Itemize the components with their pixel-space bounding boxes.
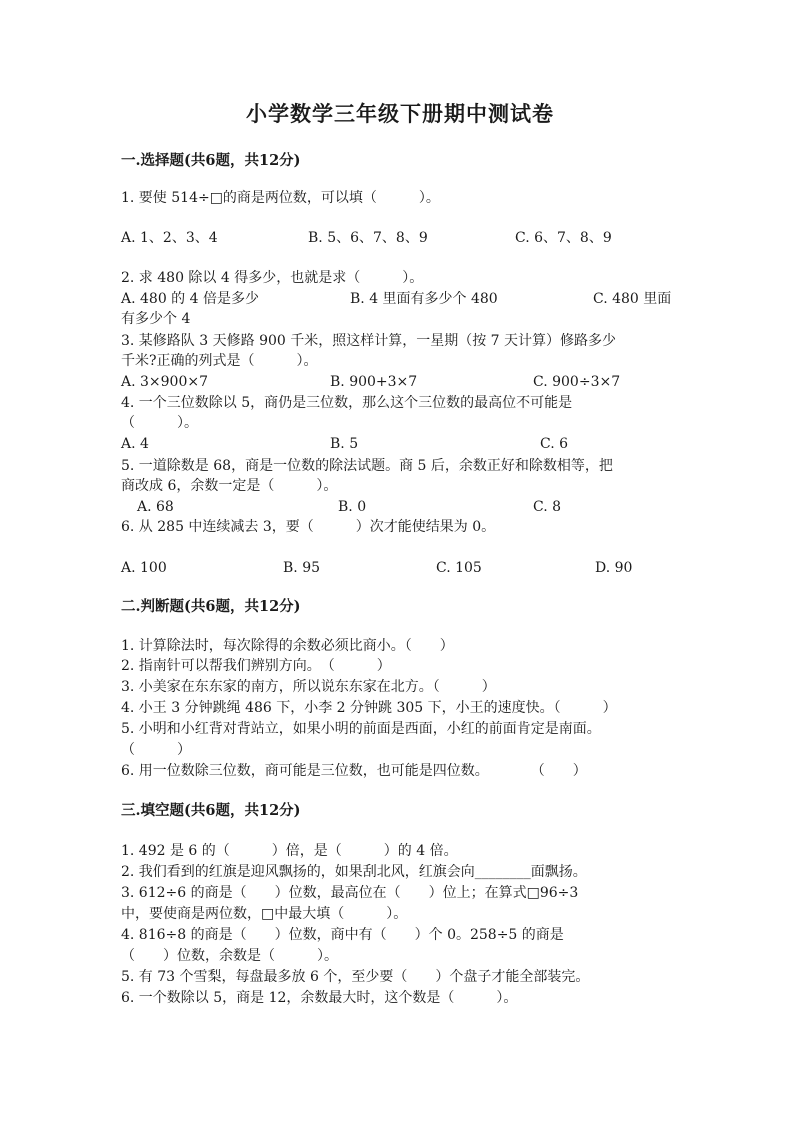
q6-option-c: C. 105: [436, 560, 482, 576]
q3-option-a: A. 3×900×7: [121, 374, 209, 390]
q3-option-b: B. 900+3×7: [330, 374, 418, 390]
q1-option-a: A. 1、2、3、4: [121, 230, 218, 246]
q3-stem-line2: 千米?正确的列式是（ ）。: [121, 353, 318, 369]
section-heading-judgment: 二.判断题(共6题，共12分): [121, 598, 301, 615]
q2-option-a: A. 480 的 4 倍是多少: [121, 291, 259, 307]
q2-option-c: C. 480 里面: [593, 291, 672, 307]
q5-option-c: C. 8: [533, 499, 562, 515]
q3-stem-line1: 3. 某修路队 3 天修路 900 千米，照这样计算，一星期（按 7 天计算）修路多少: [121, 333, 617, 349]
q4-option-c: C. 6: [540, 436, 569, 452]
q6-option-a: A. 100: [121, 560, 167, 576]
judgment-item: 2. 指南针可以帮我们辨别方向。 （ ）: [121, 658, 391, 674]
fill-item-continued: 中，要使商是两位数，□中最大填（ ）。: [121, 906, 408, 922]
judgment-item: 4. 小王 3 分钟跳绳 486 下，小李 2 分钟跳 305 下，小王的速度快。（ ）: [121, 700, 617, 716]
fill-item-continued: （ ）位数，余数是（ ）。: [121, 948, 338, 964]
fill-item: 5. 有 73 个雪梨，每盘最多放 6 个，至少要（ ）个盘子才能全部装完。: [121, 969, 590, 985]
section-heading-choice: 一.选择题(共6题，共12分): [121, 152, 301, 169]
q6-option-b: B. 95: [283, 560, 321, 576]
judgment-item-continued: （ ）: [121, 742, 191, 758]
fill-item: 2. 我们看到的红旗是迎风飘扬的，如果刮北风，红旗会向________面飘扬。: [121, 864, 587, 880]
q2-stem: 2. 求 480 除以 4 得多少，也就是求（ ）。: [121, 270, 424, 286]
judgment-item: 1. 计算除法时，每次除得的余数必须比商小。（ ）: [121, 638, 454, 654]
q5-stem-line2: 商改成 6，余数一定是（ ）。: [121, 478, 338, 494]
q4-stem-line2: （ ）。: [121, 415, 198, 431]
q6-option-d: D. 90: [595, 560, 633, 576]
fill-item: 4. 816÷8 的商是（ ）位数，商中有（ ）个 0。258÷5 的商是: [121, 927, 564, 943]
q1-stem: 1. 要使 514÷□的商是两位数，可以填（ ）。: [121, 190, 440, 206]
judgment-item: 6. 用一位数除三位数，商可能是三位数，也可能是四位数。 （ ）: [121, 763, 587, 779]
q2-option-c-continued: 有多少个 4: [121, 311, 191, 327]
q5-option-a: A. 68: [137, 499, 174, 515]
exam-title: 小学数学三年级下册期中测试卷: [246, 101, 554, 126]
judgment-item: 5. 小明和小红背对背站立，如果小明的前面是西面，小红的前面肯定是南面。: [121, 721, 601, 737]
q5-option-b: B. 0: [338, 499, 367, 515]
judgment-item: 3. 小美家在东东家的南方，所以说东东家在北方。（ ）: [121, 679, 496, 695]
q1-option-b: B. 5、6、7、8、9: [308, 230, 428, 246]
fill-item: 3. 612÷6 的商是（ ）位数，最高位在（ ）位上；在算式□96÷3: [121, 885, 579, 901]
q6-stem: 6. 从 285 中连续减去 3，要（ ）次才能使结果为 0。: [121, 519, 496, 535]
q4-option-b: B. 5: [330, 436, 359, 452]
q1-option-c: C. 6、7、8、9: [515, 230, 612, 246]
q2-option-b: B. 4 里面有多少个 480: [350, 291, 498, 307]
q3-option-c: C. 900÷3×7: [533, 374, 621, 390]
fill-item: 6. 一个数除以 5，商是 12，余数最大时，这个数是（ ）。: [121, 990, 518, 1006]
section-heading-fill-blank: 三.填空题(共6题，共12分): [121, 802, 301, 819]
q4-option-a: A. 4: [121, 436, 149, 452]
q4-stem-line1: 4. 一个三位数除以 5，商仍是三位数，那么这个三位数的最高位不可能是: [121, 395, 573, 411]
fill-item: 1. 492 是 6 的（ ）倍，是（ ）的 4 倍。: [121, 843, 458, 859]
q5-stem-line1: 5. 一道除数是 68，商是一位数的除法试题。商 5 后，余数正好和除数相等，把: [121, 458, 613, 474]
